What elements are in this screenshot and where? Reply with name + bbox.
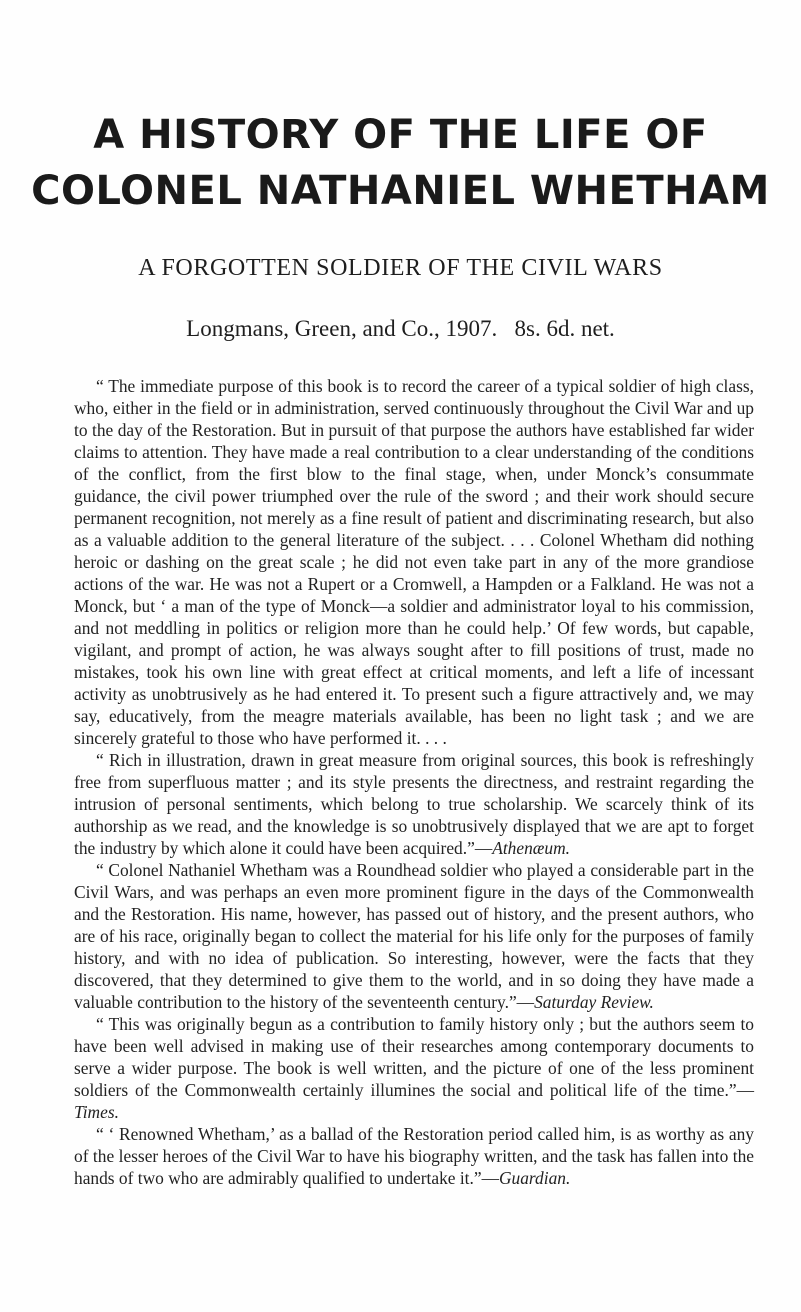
book-title-line-1: A HISTORY OF THE LIFE OF — [93, 112, 708, 158]
review-paragraph — [74, 375, 754, 749]
review-text: “ The immediate purpose of this book is to record the career of a typical soldier of high class, who, either in the field or in administration, served continuously throughout the Civil War and up to the day of the Restoration. But in pursuit of that purpose the authors have established far wider claims to attention. They have made a real contribution to a clear understanding of the conditions of the conflict, from the first blow to the final stage, when, under Monck’s consummate guidance, the civil power triumphed over the rule of the sword ; and their work should secure permanent recognition, not merely as a fine result of patient and discriminating research, but also as a valuable addition to the general literature of the subject. . . . Colonel Whetham did nothing heroic or dashing on the great scale ; he did not even take part in any of the more grandiose actions of the war. He was not a Rupert or a Cromwell, a Hampden or a Falkland. He was not a Monck, but ‘ a man of the type of Monck—a soldier and administrator loyal to his commission, and not meddling in politics or religion more than he could help.’ Of few words, but capable, vigilant, and prompt of action, he was always sought after to fill positions of trust, made no mistakes, took his own line with great effect at critical moments, and left a life of incessant activity as unobtrusively as he had entered it. To present such a figure attractively and, we may say, educatively, from the meagre materials available, has been no light task ; and we are sincerely grateful to those who have performed it. . . . — [74, 376, 754, 748]
press-reviews — [74, 375, 754, 1189]
review-text: “ Rich in illustration, drawn in great measure from original sources, this book is refreshingly free from superfluous matter ; and its style presents the directness, and restraint regarding the intrusion of personal sentiments, which belong to true scholarship. We scarcely think of its authorship as we read, and the knowledge is so unobtrusively displayed that we are apt to forget the industry by which alone it could have been acquired.”— — [74, 750, 754, 858]
review-paragraph — [74, 1123, 754, 1189]
review-source: Athenæum. — [492, 838, 570, 858]
review-source: Times. — [74, 1102, 119, 1122]
review-paragraph — [74, 749, 754, 859]
review-text: “ This was originally begun as a contribution to family history only ; but the authors seem to have been well advised in making use of their researches among contemporary documents to serve a wider purpose. The book is well written, and the picture of one of the less prominent soldiers of the Commonwealth certainly illumines the social and political life of the time.”— — [74, 1014, 754, 1100]
review-paragraph — [74, 859, 754, 1013]
review-text: “ ‘ Renowned Whetham,’ as a ballad of the Restoration period called him, is as worthy as any of the lesser heroes of the Civil War to have his biography written, and the task has fallen into the hands of two who are admirably qualified to undertake it.”— — [74, 1124, 754, 1188]
book-title-line-2: COLONEL NATHANIEL WHETHAM — [31, 168, 770, 214]
review-source: Guardian. — [498, 1168, 571, 1188]
publication-info — [0, 316, 801, 342]
review-paragraph — [74, 1013, 754, 1123]
publication-text: Longmans, Green, and Co., 1907. 8s. 6d. net. — [186, 316, 615, 341]
review-text: “ Colonel Nathaniel Whetham was a Roundhead soldier who played a considerable part in the Civil Wars, and was perhaps an even more prominent figure in the days of the Commonwealth and the Restoration. His name, however, has passed out of history, and the present authors, who are of his race, originally began to collect the material for his life only for the purposes of family history, and with no idea of publication. So interesting, however, were the facts that they discovered, that they determined to give them to the world, and in so doing they have made a valuable contribution to the history of the seventeenth century.”— — [74, 860, 754, 1012]
review-source: Saturday Review. — [534, 992, 654, 1012]
book-subtitle: A FORGOTTEN SOLDIER OF THE CIVIL WARS — [138, 255, 663, 281]
